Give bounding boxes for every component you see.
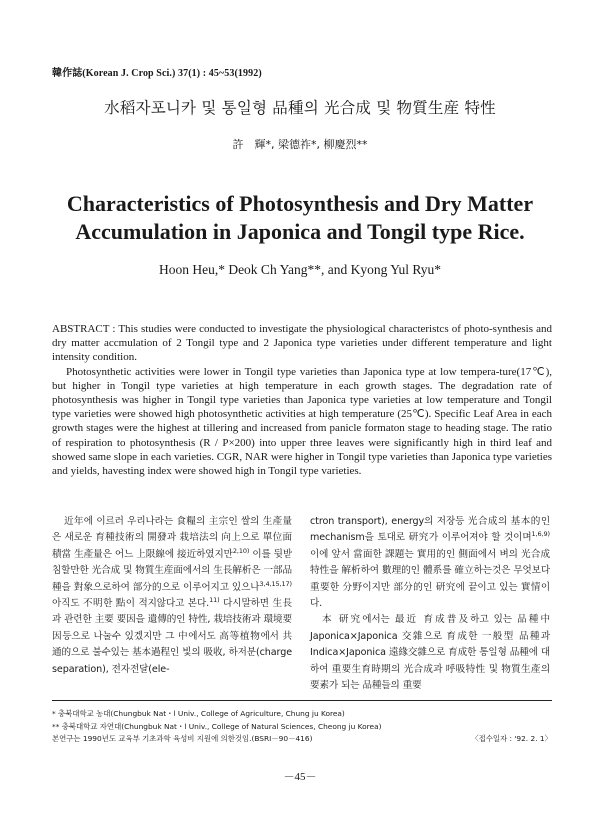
body-column-right — [310, 514, 550, 694]
page-number: －45－ — [283, 771, 317, 783]
citation-superscript: 2,10) — [232, 546, 250, 555]
english-title — [0, 190, 600, 246]
body-text: 다시말하면 生長과 관련한 主要 要因을 遺傳的인 特性, 栽培技術과 環境要因등으로 나눌수 있겠지만 그 中에서도 高等植物에서 共通的으로 불수있는 基本過程인 빛의 吸收, 하저분(charge separation), 전자전달(ele- — [52, 598, 292, 675]
korean-authors: 許 輝*, 梁德祚*, 柳慶烈** — [232, 138, 368, 151]
received-date: 〈접수일자 : '92. 2. 1〉 — [471, 734, 552, 743]
citation-superscript: 11) — [209, 595, 220, 604]
body-text: ctron transport), energy의 저장등 光合成의 基本的인 mechanism을 토대로 研究가 이루어져야 할 것이며 — [310, 516, 550, 544]
journal-reference: 韓作誌(Korean J. Crop Sci.) 37(1) : 45~53(1992) — [52, 68, 262, 79]
abstract-text-1: This studies were conducted to investigate the physiological characteristcs of photo-synthesis and dry matter accmulation of 2 Tongil type and 2 Japonica type varieties under different temperature and light intensity condition. — [52, 323, 553, 364]
korean-title: 水稻자포니카 및 통일형 品種의 光合成 및 物質生産 特性 — [104, 99, 496, 117]
body-text: 近年에 이르러 우리나라는 食糧의 主宗인 쌀의 生產量은 새로운 育種技術의 開發과 栽培法의 向上으로 單位面積當 生產量은 어느 上限線에 接近하였지만 — [52, 516, 292, 560]
english-authors: Hoon Heu,* Deok Ch Yang**, and Kyong Yul Ryu* — [158, 262, 442, 277]
abstract-paragraph-1 — [52, 322, 552, 365]
body-text: 이에 앞서 當面한 課題는 實用的인 側面에서 벼의 光合成特性을 解析하여 數理的인 體系를 確立하는것은 무엇보다 重要한 分野이지만 部分的인 研究에 끝이고 있는 實情이다. — [310, 548, 550, 610]
footnote-2: ** 충북대학교 자연대(Chungbuk Nat・l Univ., College of Natural Sciences, Cheong ju Korea) — [52, 721, 382, 731]
body-paragraph-1 — [52, 514, 292, 678]
body-text: 이를 뒷받침할만한 光合成 및 物質生産面에서의 生長解析은 一部品種을 對象으로하여 部分的으로 이루어지고 있으나 — [52, 548, 293, 593]
english-title-line-1: Characteristics of Photosynthesis and Dry Matter — [66, 191, 534, 216]
body-paragraph-2: 本 研究에서는 最近 育成普及하고 있는 品種中 Japonica×Japonica 交雜으로 育成한 一般型 品種과 Indica×Japonica 遠緣交雜으로 育成한 통일형 品種에 대하여 重要生育時期의 光合成과 呼吸特性 및 物質生產의 要素가 되는 品種들의 重要 — [310, 614, 550, 692]
footnote-funding-row — [52, 733, 552, 746]
footnote-divider — [52, 700, 552, 701]
footnote-1: * 충북대학교 농대(Chungbuk Nat・l Univ., College of Agriculture, Chung ju Korea) — [52, 709, 345, 718]
english-title-line-2: Accumulation in Japonica and Tongil type Rice. — [75, 219, 525, 244]
footnotes — [52, 708, 552, 746]
body-paragraph-1-cont — [310, 514, 550, 612]
body-text: 아직도 不明한 點이 적지않다고 본다. — [52, 598, 210, 610]
body-column-left — [52, 514, 292, 678]
abstract-label: ABSTRACT : — [52, 323, 116, 335]
abstract-paragraph-2: Photosynthetic activities were lower in Tongil type varieties than Japonica type at low tempera-ture(17℃), but higher in Tongil type varieties at high temperature in each growth stages. The degradation rate of photosynthesis was higher in Tongil type varieties than Japonica type varieties at low temperature and Tongil type varieties were showed high photosynthetic activities at high temperature (25℃). Specific Leaf Area in each growth stages were the highest at tillering and increased from panicle formaton stage to heading stage. The ratio of respiration to photosynthesis (R / P×200) into upper three leaves were significantly high in third leaf and showed same slope in each varieties. CGR, NAR were higher in Tongil type varieties than Japonica type varieties and yields, havesting index were showed high in Tongil type varieties. — [52, 365, 552, 478]
abstract — [52, 322, 552, 478]
citation-superscript: 3,4,15,17) — [259, 579, 292, 588]
citation-superscript: 1,6,9) — [531, 530, 550, 539]
funding-note: 본연구는 1990년도 교육부 기초과학 육성비 지원에 의한것임.(BSRI－90－416) — [52, 734, 313, 743]
